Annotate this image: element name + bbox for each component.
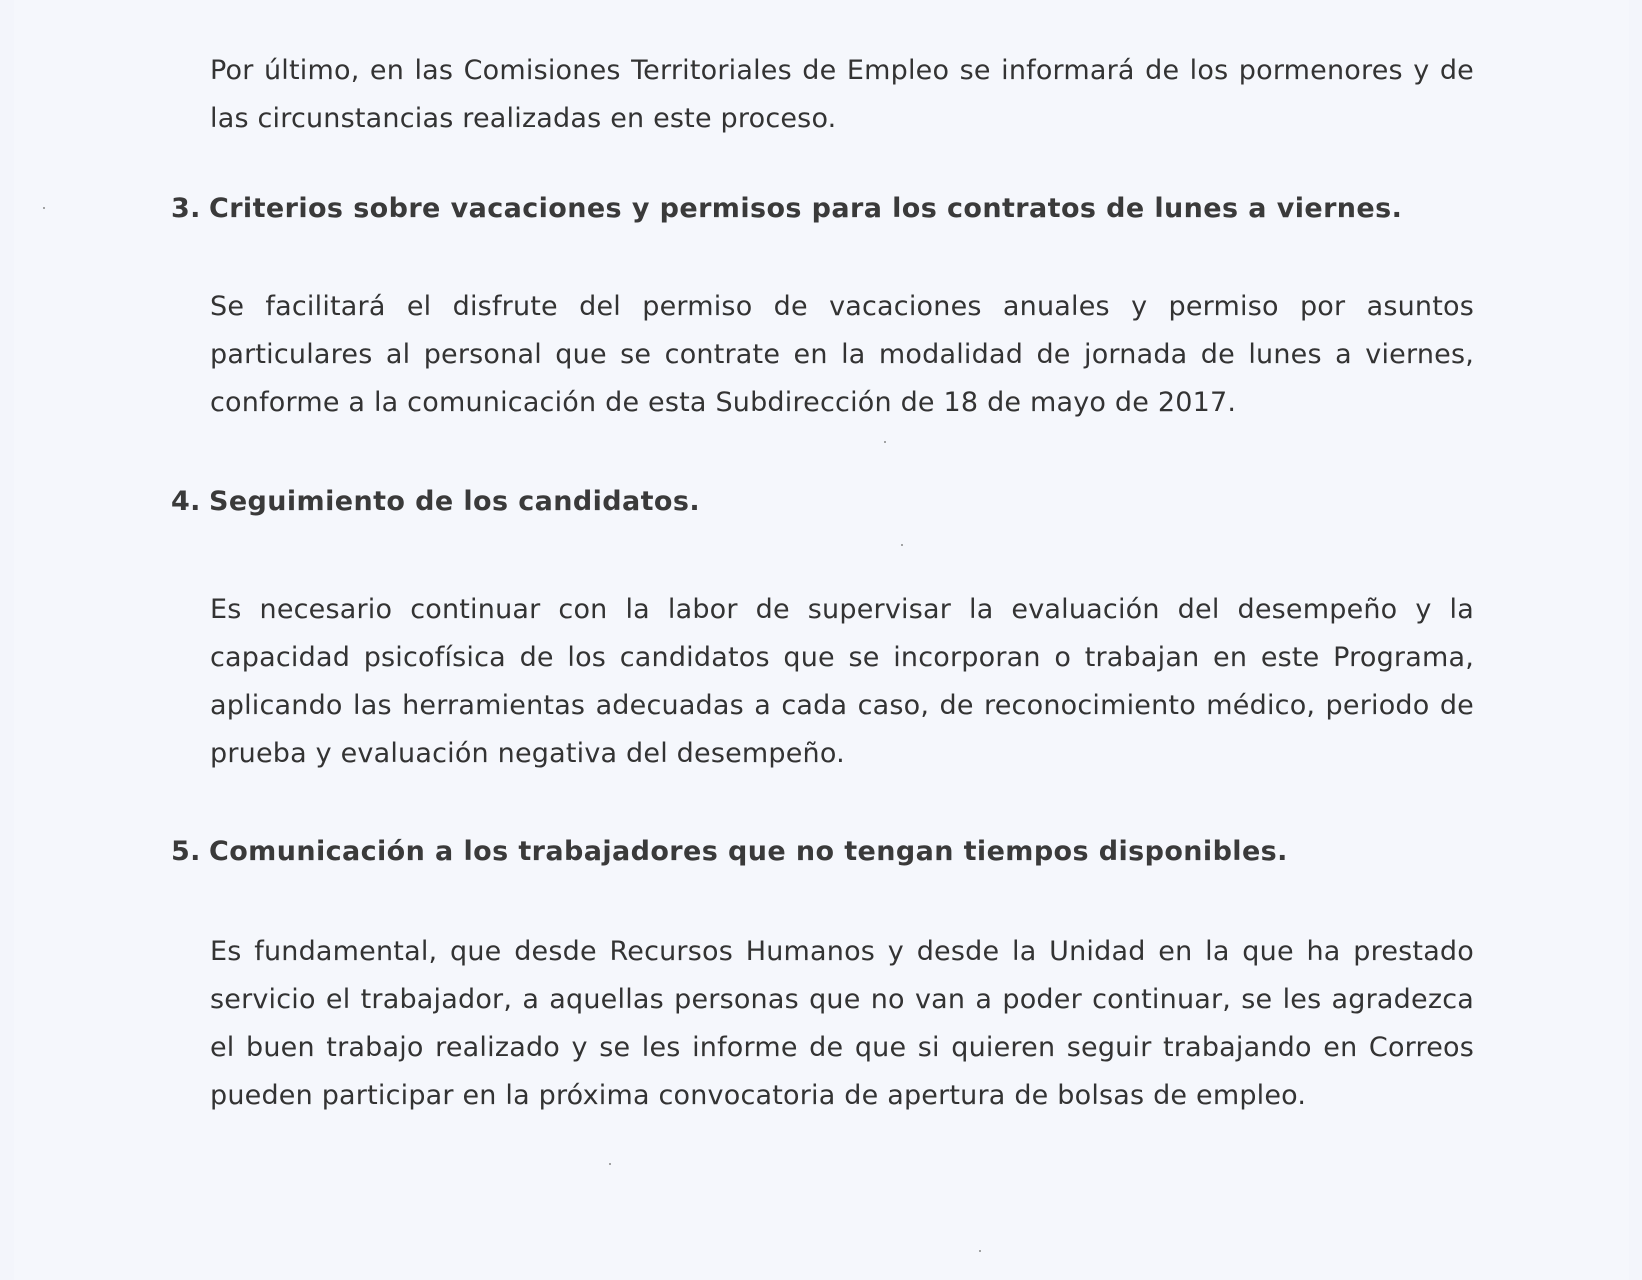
intro-paragraph: Por último, en las Comisiones Territoriales de Empleo se informará de los pormenores y de las circunstancias realizadas en este proceso. [210,55,1474,134]
section-3-body: Se facilitará el disfrute del permiso de vacaciones anuales y permiso por asuntos particulares al personal que se contrate en la modalidad de jornada de lunes a viernes, conforme a la comunicación de esta Subdirección de 18 de mayo de 2017. [210,291,1474,418]
section-5-number: 5. [171,836,201,867]
scan-speck [884,441,886,443]
section-5-heading [171,832,1471,872]
scan-speck [901,544,903,546]
section-3-heading [171,189,1471,229]
section-4-heading [171,482,1471,522]
section-3-number: 3. [171,193,201,224]
scan-speck [43,207,45,209]
section-4-number: 4. [171,486,201,517]
section-3-title: Criterios sobre vacaciones y permisos para los contratos de lunes a viernes. [209,193,1403,224]
section-4-body: Es necesario continuar con la labor de supervisar la evaluación del desempeño y la capacidad psicofísica de los candidatos que se incorporan o trabajan en este Programa, aplicando las herramientas adecuadas a cada caso, de reconocimiento médico, periodo de prueba y evaluación negativa del desempeño. [210,594,1474,769]
scan-speck [979,1250,981,1252]
section-4-title: Seguimiento de los candidatos. [209,486,701,517]
document-page [14,0,1629,1280]
scan-speck [609,1163,611,1165]
section-5-body: Es fundamental, que desde Recursos Humanos y desde la Unidad en la que ha prestado servicio el trabajador, a aquellas personas que no van a poder continuar, se les agradezca el buen trabajo realizado y se les informe de que si quieren seguir trabajando en Correos pueden participar en la próxima convocatoria de apertura de bolsas de empleo. [210,936,1474,1111]
section-5-title: Comunicación a los trabajadores que no tengan tiempos disponibles. [209,836,1288,867]
